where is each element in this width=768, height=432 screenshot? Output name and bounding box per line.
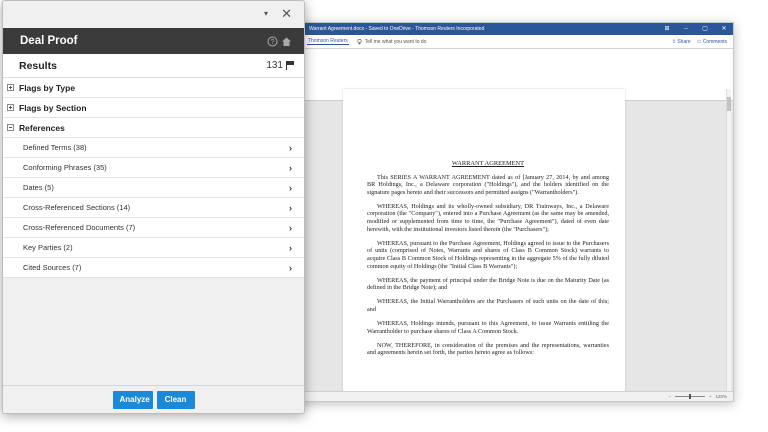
document-title: WARRANT AGREEMENT [451,160,525,167]
tell-me-placeholder: Tell me what you want to do [364,38,427,45]
share-label: Share [677,39,691,45]
expand-plus-icon[interactable] [7,84,14,91]
task-pane-bar [3,1,304,28]
section-flags-by-section[interactable] [3,98,304,118]
ref-item-label: Cited Sources (7) [23,263,82,272]
minimize-icon[interactable]: – [684,26,688,32]
comments-button[interactable] [697,39,727,45]
section-flags-by-type[interactable] [3,78,304,98]
lightbulb-icon [357,39,362,45]
word-title-bar [291,23,733,35]
clean-button[interactable]: Clean [157,391,195,409]
chevron-right-icon: › [289,162,292,173]
ref-item-label: Cross-Referenced Sections (14) [23,203,131,212]
document-paragraph: This SERIES A WARRANT AGREEMENT dated as of [January 27, 2014, by and among BR Holdings, Inc., a Delaware corporation ("Holdings"), and the holders identified on the signature pages hereto and their successors and permitted assigns ("Warrantholders"). [367,173,609,196]
section-references[interactable] [3,118,304,138]
ref-item-label: Dates (5) [23,183,54,192]
tab-thomson-reuters[interactable]: Thomson Reuters [308,38,348,44]
chevron-right-icon: › [289,182,292,193]
deal-proof-header [3,28,304,54]
document-paragraph: WHEREAS, the Initial Warrantholders are the Purchasers of such units on the date of this; and [367,298,609,313]
ref-item-key-parties[interactable] [3,238,304,258]
ref-item-label: Conforming Phrases (35) [23,163,107,172]
comment-icon: ▭ [696,39,702,45]
document-paragraph: WHEREAS, pursuant to the Purchase Agreement, Holdings agreed to issue to the Purchasers of units (comprised of Notes, Warrants and shares of Class B Common Stock) warrants to acquire Class B Common Stock of Holdings representing in the aggregate 5% of the fully diluted common equity of Holdings (the "Initial Class B Warrants"); [367,239,609,270]
ref-item-defined-terms[interactable] [3,138,304,158]
analyze-button[interactable]: Analyze [113,391,153,409]
zoom-slider[interactable] [675,396,705,397]
share-button[interactable] [672,39,691,45]
panel-title: Deal Proof [20,35,78,47]
section-label: Flags by Type [19,82,76,93]
chevron-right-icon: › [289,262,292,273]
window-controls [662,23,729,35]
document-paragraph: WHEREAS, the payment of principal under the Bridge Note is due on the Maturity Date (as defined in the Bridge Note); and [367,276,609,292]
chevron-right-icon: › [289,242,292,253]
zoom-in-icon[interactable]: + [708,394,712,399]
ribbon-display-icon[interactable]: ⊞ [664,26,670,32]
word-ribbon-tabs [291,35,733,49]
ref-item-cited-sources[interactable] [3,258,304,278]
section-label: References [19,122,65,133]
scrollbar-thumb[interactable] [727,97,731,111]
close-window-icon[interactable]: ✕ [721,26,727,32]
comments-label: Comments [702,39,727,45]
results-title: Results [19,59,57,72]
zoom-out-icon[interactable]: – [668,394,671,399]
zoom-level[interactable]: 120% [715,394,727,399]
help-icon[interactable] [267,36,278,47]
flag-icon [286,61,294,70]
home-icon[interactable] [281,36,292,47]
results-count-value: 131 [266,60,283,71]
ref-item-cross-referenced-sections[interactable] [3,198,304,218]
document-scrollbar[interactable] [726,89,731,393]
deal-proof-panel [2,0,305,414]
pane-close-icon[interactable]: ✕ [281,6,292,21]
references-list [3,138,304,278]
chevron-right-icon: › [289,142,292,153]
help-icon-glyph: ? [270,38,275,46]
chevron-right-icon: › [289,222,292,233]
header-icons [267,28,292,54]
zoom-slider-knob[interactable] [689,394,691,399]
document-paragraph: WHEREAS, Holdings and its wholly-owned subsidiary, DR Trainways, Inc., a Delaware corporation (the "Company"), entered into a Purchase Agreement (as the same may be amended, modified or supplemented from time to time, the "Purchase Agreement"), dated of even date herewith, with the institutional investors listed therein (the "Purchasers"); [367,202,609,233]
word-status-bar [291,391,733,401]
tell-me-search[interactable] [357,39,427,45]
word-document-name: Warrant Agreement.docx - Saved to OneDrive - Thomson Reuters Incorporated [309,26,485,32]
document-page[interactable] [343,89,625,402]
chevron-right-icon: › [289,202,292,213]
ref-item-dates[interactable] [3,178,304,198]
ref-item-label: Cross-Referenced Documents (7) [23,223,136,232]
collapse-minus-icon[interactable] [7,124,14,131]
ref-item-conforming-phrases[interactable] [3,158,304,178]
section-label: Flags by Section [19,102,87,113]
results-row [3,54,304,78]
ref-item-label: Defined Terms (38) [23,143,87,152]
results-count [266,60,294,71]
ref-item-cross-referenced-documents[interactable] [3,218,304,238]
document-paragraph: WHEREAS, Holdings intends, pursuant to this Agreement, to issue Warrants entitling the Warrantholder to purchase shares of Class A Common Stock. [367,320,609,335]
panel-footer [3,385,304,413]
maximize-icon[interactable]: ▢ [702,26,708,32]
ribbon-right-actions [672,35,727,49]
share-icon: ⇪ [671,39,676,45]
ref-item-label: Key Parties (2) [23,243,73,252]
expand-plus-icon[interactable] [7,104,14,111]
word-window [290,22,734,402]
document-paragraph: NOW, THEREFORE, in consideration of the premises and the representations, warranties and agreements herein set forth, the parties hereto agree as follows: [367,341,609,357]
pane-options-caret-icon[interactable]: ▾ [263,9,268,18]
